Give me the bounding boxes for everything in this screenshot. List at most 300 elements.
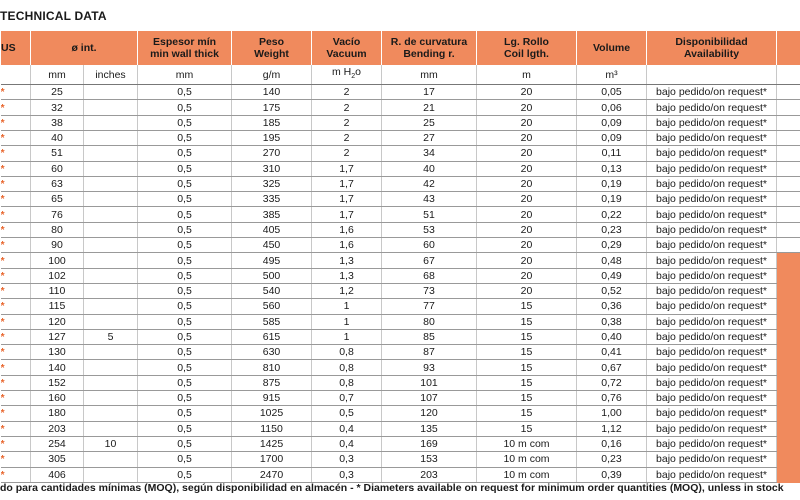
unit-inches: inches [84,65,138,85]
row-end [777,360,800,375]
row-end [777,452,800,467]
diameter-mm: 180 [31,406,84,421]
table-row [1,222,800,237]
availability: bajo pedido/on request* [647,467,777,482]
diameter-mm: 63 [31,176,84,191]
volume: 1,00 [577,406,647,421]
row-end [777,436,800,451]
coil-length: 15 [477,329,577,344]
vacuum: 1,3 [312,253,382,268]
wall-thickness: 0,5 [138,268,232,283]
row-mark: * [1,360,31,375]
row-mark: * [1,161,31,176]
row-end [777,238,800,253]
bending-radius: 101 [382,375,477,390]
diameter-mm: 120 [31,314,84,329]
bending-radius: 87 [382,345,477,360]
row-mark: * [1,375,31,390]
unit-availability [647,65,777,85]
table-row [1,115,800,130]
coil-length: 20 [477,115,577,130]
coil-length: 20 [477,146,577,161]
unit-wall: mm [138,65,232,85]
header-weight-en: Weight [254,48,289,60]
coil-length: 10 m com [477,467,577,482]
diameter-mm: 160 [31,391,84,406]
wall-thickness: 0,5 [138,222,232,237]
bending-radius: 85 [382,329,477,344]
bending-radius: 40 [382,161,477,176]
unit-vacuum [312,65,382,85]
availability: bajo pedido/on request* [647,192,777,207]
unit-end [777,65,800,85]
unit-vacuum-sub: 2 [351,73,356,81]
header-vacuum-en: Vacuum [326,48,367,60]
header-weight [232,31,312,66]
row-mark: * [1,345,31,360]
diameter-inches [84,421,138,436]
volume: 0,19 [577,176,647,191]
bending-radius: 53 [382,222,477,237]
coil-length: 20 [477,253,577,268]
table-body [1,85,800,483]
unit-radius: mm [382,65,477,85]
weight: 560 [232,299,312,314]
volume: 0,40 [577,329,647,344]
table-row [1,436,800,451]
volume: 0,38 [577,314,647,329]
technical-data-table [0,30,800,483]
weight: 810 [232,360,312,375]
weight: 495 [232,253,312,268]
unit-mm: mm [31,65,84,85]
row-end [777,192,800,207]
availability: bajo pedido/on request* [647,238,777,253]
weight: 500 [232,268,312,283]
row-mark: * [1,314,31,329]
coil-length: 10 m com [477,436,577,451]
diameter-inches [84,130,138,145]
row-mark: * [1,176,31,191]
vacuum: 0,4 [312,436,382,451]
section-title: TECHNICAL DATA [0,9,107,23]
row-end [777,161,800,176]
volume: 0,22 [577,207,647,222]
diameter-inches [84,161,138,176]
table-row [1,161,800,176]
header-vacuum-es: Vacío [332,36,361,48]
wall-thickness: 0,5 [138,345,232,360]
vacuum: 2 [312,146,382,161]
header-weight-es: Peso [258,36,285,48]
row-mark: * [1,207,31,222]
table-row [1,375,800,390]
coil-length: 15 [477,375,577,390]
row-mark: * [1,192,31,207]
row-end [777,406,800,421]
row-mark: * [1,238,31,253]
wall-thickness: 0,5 [138,115,232,130]
diameter-inches [84,467,138,482]
weight: 195 [232,130,312,145]
table-row [1,192,800,207]
volume: 0,06 [577,100,647,115]
table-row [1,299,800,314]
table-row [1,421,800,436]
bending-radius: 43 [382,192,477,207]
row-mark: * [1,467,31,482]
bending-radius: 17 [382,85,477,100]
wall-thickness: 0,5 [138,207,232,222]
row-mark: * [1,329,31,344]
wall-thickness: 0,5 [138,85,232,100]
wall-thickness: 0,5 [138,421,232,436]
header-vacuum [312,31,382,66]
diameter-inches: 5 [84,329,138,344]
row-mark: * [1,299,31,314]
bending-radius: 169 [382,436,477,451]
diameter-mm: 76 [31,207,84,222]
wall-thickness: 0,5 [138,146,232,161]
availability: bajo pedido/on request* [647,268,777,283]
coil-length: 20 [477,283,577,298]
table-row [1,85,800,100]
row-end [777,115,800,130]
bending-radius: 34 [382,146,477,161]
diameter-inches [84,176,138,191]
coil-length: 15 [477,345,577,360]
vacuum: 1,7 [312,192,382,207]
vacuum: 2 [312,130,382,145]
weight: 175 [232,100,312,115]
weight: 325 [232,176,312,191]
availability: bajo pedido/on request* [647,345,777,360]
coil-length: 15 [477,391,577,406]
vacuum: 1,7 [312,207,382,222]
volume: 0,48 [577,253,647,268]
header-side: US [1,31,31,66]
header-roll-en: Coil lgth. [504,48,549,60]
vacuum: 1,7 [312,176,382,191]
availability: bajo pedido/on request* [647,314,777,329]
diameter-mm: 90 [31,238,84,253]
coil-length: 20 [477,268,577,283]
row-end [777,299,800,314]
diameter-inches [84,268,138,283]
vacuum: 1,3 [312,268,382,283]
unit-weight: g/m [232,65,312,85]
weight: 335 [232,192,312,207]
availability: bajo pedido/on request* [647,375,777,390]
unit-side [1,65,31,85]
diameter-mm: 40 [31,130,84,145]
table-row [1,130,800,145]
coil-length: 15 [477,299,577,314]
wall-thickness: 0,5 [138,391,232,406]
row-end [777,421,800,436]
diameter-mm: 65 [31,192,84,207]
coil-length: 15 [477,360,577,375]
vacuum: 0,8 [312,375,382,390]
diameter-inches [84,253,138,268]
weight: 875 [232,375,312,390]
diameter-mm: 305 [31,452,84,467]
table-row [1,406,800,421]
table-row [1,283,800,298]
wall-thickness: 0,5 [138,161,232,176]
diameter-inches [84,146,138,161]
volume: 0,36 [577,299,647,314]
bending-radius: 68 [382,268,477,283]
diameter-inches [84,192,138,207]
availability: bajo pedido/on request* [647,146,777,161]
diameter-mm: 115 [31,299,84,314]
table-row [1,207,800,222]
row-end [777,375,800,390]
wall-thickness: 0,5 [138,130,232,145]
wall-thickness: 0,5 [138,452,232,467]
diameter-inches: 10 [84,436,138,451]
availability: bajo pedido/on request* [647,406,777,421]
availability: bajo pedido/on request* [647,421,777,436]
availability: bajo pedido/on request* [647,222,777,237]
row-mark: * [1,253,31,268]
volume: 0,11 [577,146,647,161]
row-end [777,467,800,482]
weight: 1150 [232,421,312,436]
diameter-mm: 51 [31,146,84,161]
bending-radius: 73 [382,283,477,298]
unit-vacuum-tail: o [355,66,362,78]
table-row [1,329,800,344]
header-end [777,31,800,66]
volume: 0,05 [577,85,647,100]
bending-radius: 153 [382,452,477,467]
weight: 1425 [232,436,312,451]
bending-radius: 67 [382,253,477,268]
vacuum: 0,3 [312,467,382,482]
weight: 140 [232,85,312,100]
diameter-mm: 60 [31,161,84,176]
row-end [777,85,800,100]
availability: bajo pedido/on request* [647,161,777,176]
row-mark: * [1,146,31,161]
wall-thickness: 0,5 [138,192,232,207]
diameter-inches [84,391,138,406]
volume: 0,16 [577,436,647,451]
diameter-mm: 203 [31,421,84,436]
table-row [1,360,800,375]
table-row [1,268,800,283]
volume: 0,19 [577,192,647,207]
diameter-inches [84,375,138,390]
vacuum: 2 [312,115,382,130]
diameter-inches [84,207,138,222]
volume: 0,67 [577,360,647,375]
vacuum: 1,6 [312,238,382,253]
volume: 0,23 [577,222,647,237]
diameter-inches [84,299,138,314]
header-radius-es: R. de curvatura [390,36,468,48]
diameter-inches [84,406,138,421]
diameter-mm: 32 [31,100,84,115]
wall-thickness: 0,5 [138,436,232,451]
vacuum: 1,2 [312,283,382,298]
row-mark: * [1,130,31,145]
wall-thickness: 0,5 [138,283,232,298]
diameter-inches [84,283,138,298]
bending-radius: 25 [382,115,477,130]
row-mark: * [1,391,31,406]
diameter-mm: 254 [31,436,84,451]
bending-radius: 120 [382,406,477,421]
table-row [1,391,800,406]
header-wall-en: min wall thick [150,48,219,60]
diameter-mm: 130 [31,345,84,360]
coil-length: 20 [477,85,577,100]
row-end [777,391,800,406]
bending-radius: 93 [382,360,477,375]
row-mark: * [1,406,31,421]
wall-thickness: 0,5 [138,100,232,115]
wall-thickness: 0,5 [138,238,232,253]
coil-length: 20 [477,176,577,191]
diameter-mm: 406 [31,467,84,482]
vacuum: 0,3 [312,452,382,467]
weight: 270 [232,146,312,161]
volume: 0,29 [577,238,647,253]
volume: 0,41 [577,345,647,360]
diameter-mm: 140 [31,360,84,375]
diameter-inches [84,85,138,100]
bending-radius: 51 [382,207,477,222]
volume: 0,23 [577,452,647,467]
vacuum: 1 [312,299,382,314]
weight: 915 [232,391,312,406]
row-mark: * [1,421,31,436]
availability: bajo pedido/on request* [647,329,777,344]
row-end [777,100,800,115]
weight: 540 [232,283,312,298]
coil-length: 20 [477,222,577,237]
diameter-mm: 127 [31,329,84,344]
unit-vacuum-base: m H [332,66,352,78]
coil-length: 20 [477,130,577,145]
wall-thickness: 0,5 [138,253,232,268]
vacuum: 1 [312,314,382,329]
diameter-mm: 100 [31,253,84,268]
row-end [777,130,800,145]
wall-thickness: 0,5 [138,406,232,421]
diameter-inches [84,222,138,237]
weight: 310 [232,161,312,176]
diameter-inches [84,100,138,115]
weight: 2470 [232,467,312,482]
table-row [1,253,800,268]
table-row [1,452,800,467]
bending-radius: 203 [382,467,477,482]
wall-thickness: 0,5 [138,299,232,314]
header-volume: Volume [577,31,647,66]
availability: bajo pedido/on request* [647,299,777,314]
weight: 185 [232,115,312,130]
volume: 0,76 [577,391,647,406]
diameter-mm: 110 [31,283,84,298]
header-roll [477,31,577,66]
volume: 1,12 [577,421,647,436]
vacuum: 2 [312,85,382,100]
weight: 385 [232,207,312,222]
coil-length: 20 [477,238,577,253]
bending-radius: 77 [382,299,477,314]
row-end [777,268,800,283]
diameter-inches [84,452,138,467]
volume: 0,13 [577,161,647,176]
volume: 0,39 [577,467,647,482]
volume: 0,09 [577,115,647,130]
coil-length: 20 [477,192,577,207]
diameter-mm: 152 [31,375,84,390]
coil-length: 15 [477,406,577,421]
header-wall [138,31,232,66]
volume: 0,52 [577,283,647,298]
row-end [777,314,800,329]
diameter-inches [84,360,138,375]
diameter-inches [84,345,138,360]
availability: bajo pedido/on request* [647,176,777,191]
volume: 0,49 [577,268,647,283]
row-end [777,345,800,360]
vacuum: 0,4 [312,421,382,436]
coil-length: 20 [477,161,577,176]
diameter-mm: 102 [31,268,84,283]
row-end [777,176,800,191]
availability: bajo pedido/on request* [647,452,777,467]
row-mark: * [1,283,31,298]
weight: 585 [232,314,312,329]
row-mark: * [1,115,31,130]
bending-radius: 42 [382,176,477,191]
volume: 0,72 [577,375,647,390]
header-radius [382,31,477,66]
footnote: do para cantidades mínimas (MOQ), según disponibilidad en almacén - * Diameters available on request for minimum order quantities (MOQ), unless in stock [0,482,784,494]
header-availability-en: Availability [683,48,740,60]
vacuum: 1,6 [312,222,382,237]
diameter-mm: 25 [31,85,84,100]
header-radius-en: Bending r. [403,48,455,60]
diameter-mm: 80 [31,222,84,237]
table-row [1,100,800,115]
row-mark: * [1,452,31,467]
coil-length: 15 [477,314,577,329]
header-availability-es: Disponibilidad [675,36,748,48]
diameter-mm: 38 [31,115,84,130]
availability: bajo pedido/on request* [647,85,777,100]
diameter-inches [84,314,138,329]
header-row [1,31,800,66]
table-row [1,146,800,161]
header-diameter: ø int. [31,31,138,66]
row-mark: * [1,100,31,115]
vacuum: 0,7 [312,391,382,406]
vacuum: 0,8 [312,360,382,375]
availability: bajo pedido/on request* [647,436,777,451]
table-row [1,467,800,482]
vacuum: 1 [312,329,382,344]
availability: bajo pedido/on request* [647,283,777,298]
availability: bajo pedido/on request* [647,207,777,222]
availability: bajo pedido/on request* [647,253,777,268]
